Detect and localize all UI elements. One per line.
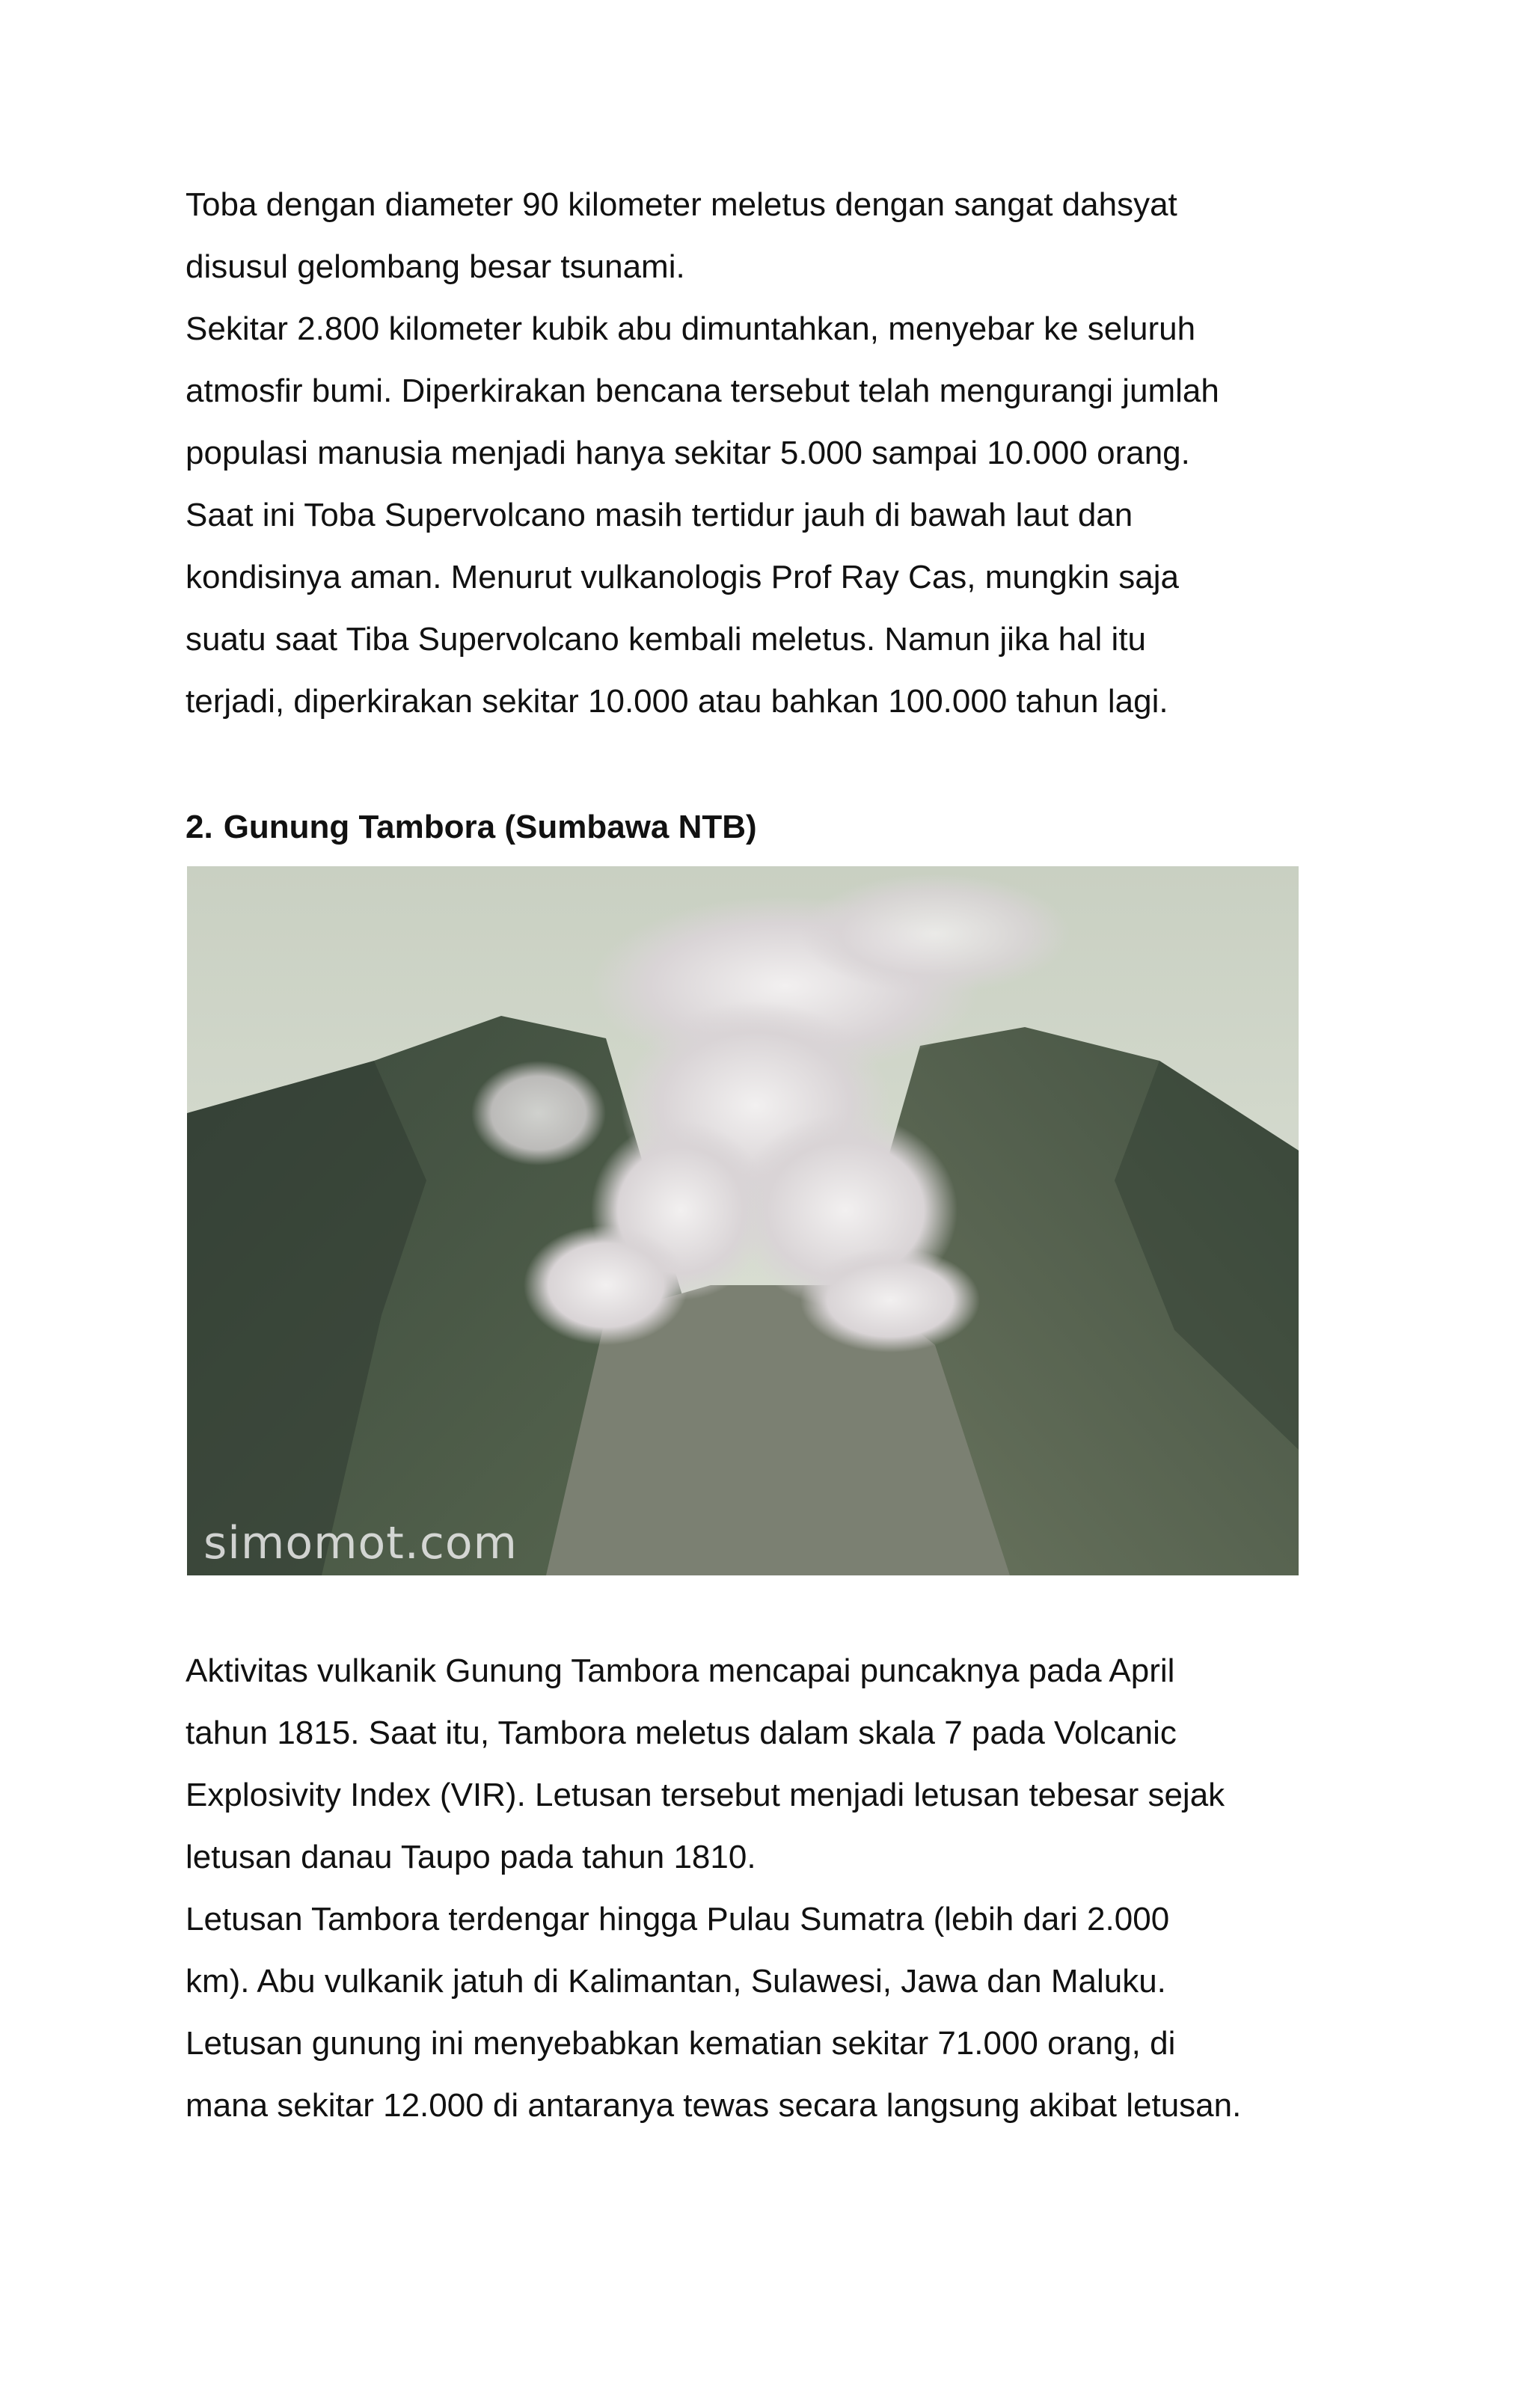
intro-paragraph: Toba dengan diameter 90 kilometer meletus dengan sangat dahsyat disusul gelombang besar tsunami. Sekitar 2.800 kilometer kubik abu dimuntahkan, menyebar ke seluruh atmosfir bumi. Diperkirakan bencana tersebut telah mengurangi jumlah populasi manusia menjadi hanya sekitar 5.000 sampai 10.000 orang. Saat ini Toba Supervolcano masih tertidur jauh di bawah laut dan kondisinya aman. Menurut vulkanologis Prof Ray Cas, mungkin saja suatu saat Tiba Supervolcano kembali meletus. Namun jika hal itu terjadi, diperkirakan sekitar 10.000 atau bahkan 100.000 tahun lagi. bbox=[186, 186, 1219, 720]
section-title: Gunung Tambora (Sumbawa NTB) bbox=[223, 809, 757, 845]
image-watermark: simomot.com bbox=[203, 1517, 518, 1569]
section-number: 2. bbox=[186, 809, 213, 845]
volcano-photo bbox=[187, 866, 1299, 1575]
body-paragraph: Aktivitas vulkanik Gunung Tambora mencapai puncaknya pada April tahun 1815. Saat itu, Tambora meletus dalam skala 7 pada Volcanic Explosivity Index (VIR). Letusan tersebut menjadi letusan tebesar sejak letusan danau Taupo pada tahun 1810. Letusan Tambora terdengar hingga Pulau Sumatra (lebih dari 2.000 km). Abu vulkanik jatuh di Kalimantan, Sulawesi, Jawa dan Maluku. Letusan gunung ini menyebabkan kematian sekitar 71.000 orang, di mana sekitar 12.000 di antaranya tewas secara langsung akibat letusan. bbox=[186, 1652, 1242, 2124]
section-heading bbox=[186, 796, 757, 858]
